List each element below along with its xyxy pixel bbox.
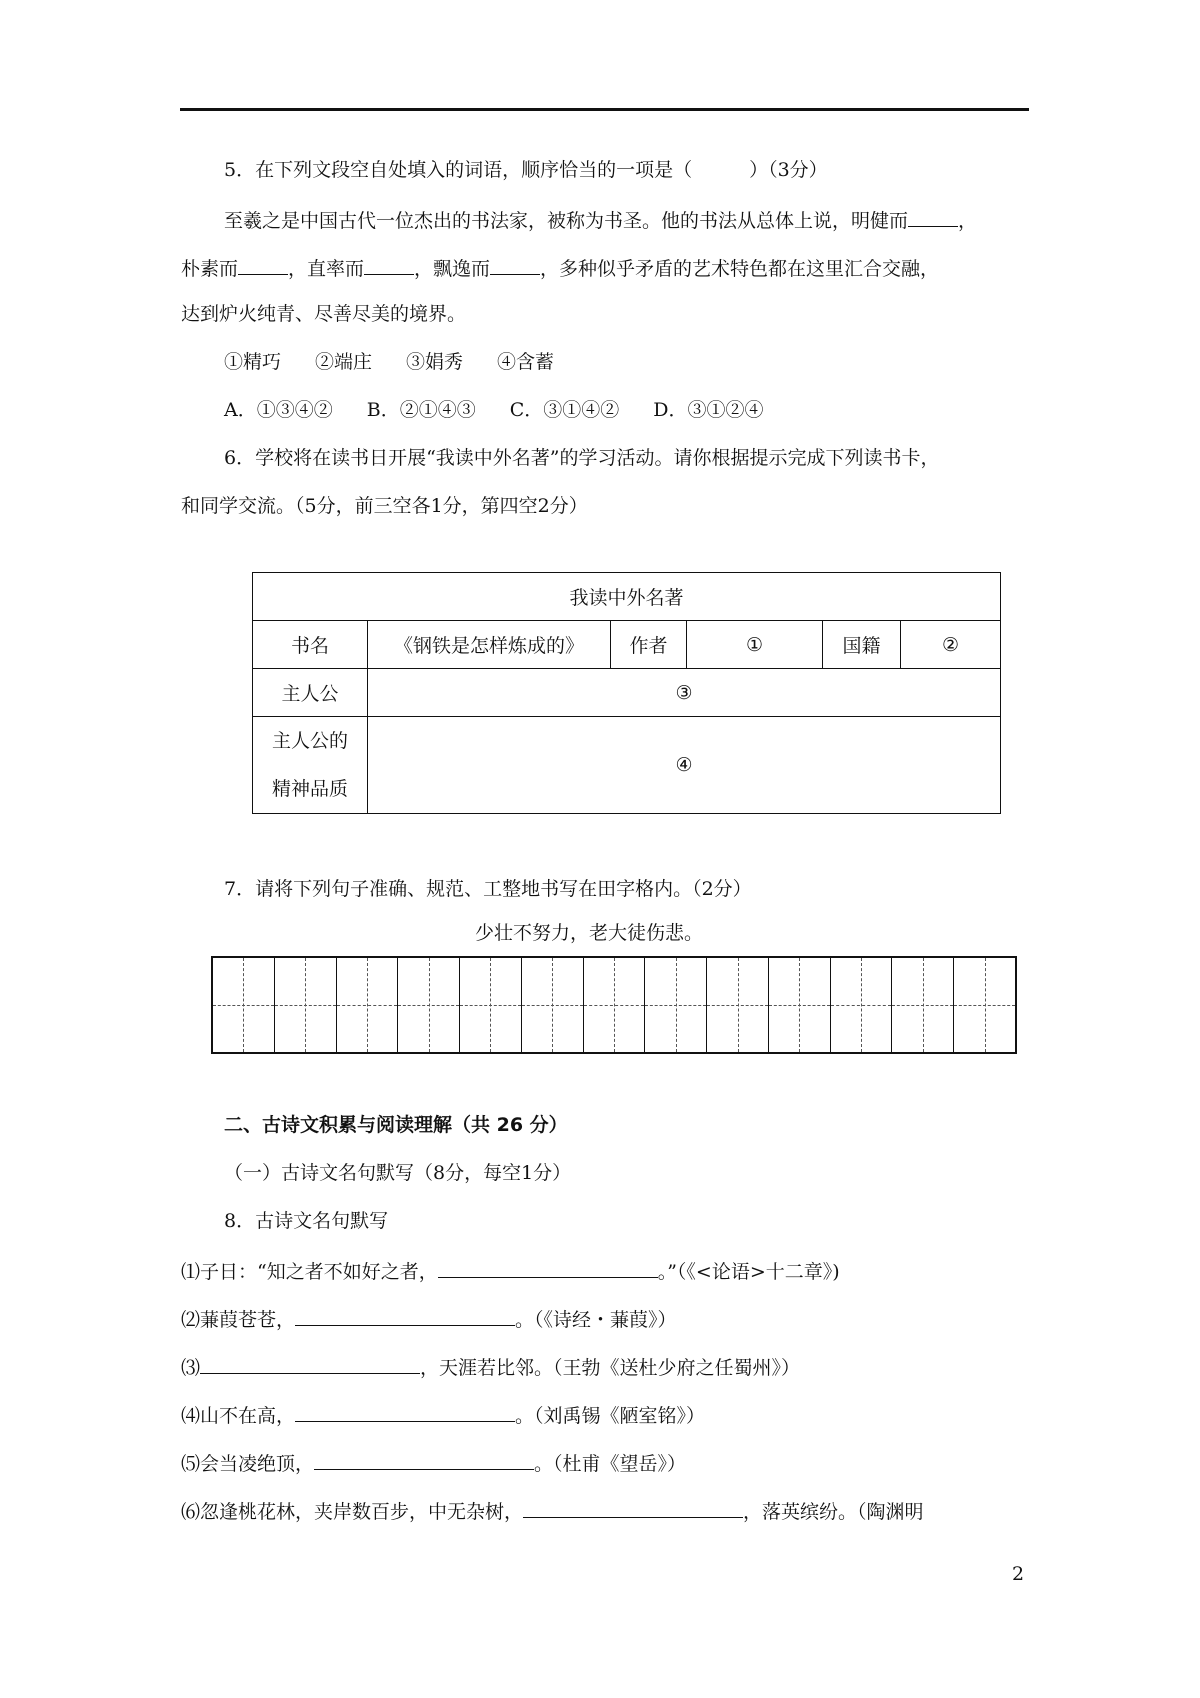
- tianzige-cell[interactable]: [954, 958, 1015, 1052]
- tianzige-cell[interactable]: [398, 958, 460, 1052]
- author-label: 作者: [611, 621, 687, 669]
- card-title: 我读中外名著: [253, 573, 1001, 621]
- q8-item-3: [181, 1353, 800, 1380]
- q8-item-1-post: 。”（《<论语>十二章》): [657, 1261, 840, 1283]
- q5-blank-2: [238, 254, 288, 275]
- tianzige-cell[interactable]: [213, 958, 275, 1052]
- q5-line1-text: 至羲之是中国古代一位杰出的书法家，被称为书圣。他的书法从总体上说，明健而: [224, 210, 909, 232]
- q8-blank-1: [438, 1257, 658, 1278]
- q8-blank-6: [523, 1497, 743, 1518]
- q8-item-5: [181, 1449, 686, 1476]
- nationality-label: 国籍: [823, 621, 901, 669]
- q5-word-4: ④含蓄: [497, 351, 555, 373]
- q5-option-d: D．③①②④: [653, 399, 764, 421]
- header-rule: [180, 108, 1029, 111]
- q5-option-a: A．①③④②: [224, 399, 333, 421]
- q5-word-3: ③娟秀: [406, 351, 464, 373]
- q5-line2-a: 朴素而: [181, 258, 239, 280]
- q7-stem: 7．请将下列句子准确、规范、工整地书写在田字格内。（2分）: [224, 878, 752, 900]
- book-label: 书名: [253, 621, 368, 669]
- q8-item-2: [181, 1305, 677, 1332]
- tianzige-cell[interactable]: [337, 958, 399, 1052]
- q7-sentence: 少壮不努力，老大徒伤悲。: [475, 922, 704, 944]
- q8-item-2-post: 。（《诗经・蒹葭》）: [515, 1309, 677, 1331]
- q8-item-1-pre: ⑴子日：“知之者不如好之者，: [181, 1261, 438, 1283]
- q5-stem: 5．在下列文段空自处填入的词语，顺序恰当的一项是（ ）（3分）: [224, 159, 828, 181]
- q5-passage-line3: 达到炉火纯青、尽善尽美的境界。: [181, 303, 467, 325]
- tianzige-grid: [211, 956, 1017, 1054]
- book-title: 《钢铁是怎样炼成的》: [368, 621, 611, 669]
- q8-item-6: [181, 1497, 924, 1524]
- tianzige-cell[interactable]: [460, 958, 522, 1052]
- tianzige-cell[interactable]: [522, 958, 584, 1052]
- q8-item-4-post: 。（刘禹锡《陋室铭》）: [515, 1405, 706, 1427]
- q5-word-2: ②端庄: [315, 351, 373, 373]
- quality-label-line1: 主人公的: [271, 730, 348, 752]
- tianzige-cell[interactable]: [707, 958, 769, 1052]
- q6-stem-line2: 和同学交流。（5分，前三空各1分，第四空2分）: [181, 495, 588, 517]
- q5-blank-3: [364, 254, 414, 275]
- q5-blank-4: [490, 254, 540, 275]
- q8-item-5-post: 。（杜甫《望岳》）: [534, 1453, 687, 1475]
- q8-item-5-pre: ⑸会当凌绝顶，: [181, 1453, 315, 1475]
- q8-item-2-pre: ⑵蒹葭苍苍，: [181, 1309, 296, 1331]
- quality-blank: ④: [368, 717, 1001, 814]
- q8-item-3-post: ，天涯若比邻。（王勃《送杜少府之任蜀州》）: [420, 1357, 801, 1379]
- reading-card-table: [252, 572, 1001, 814]
- tianzige-cell[interactable]: [275, 958, 337, 1052]
- nationality-blank: ②: [901, 621, 1001, 669]
- q5-word-list: [224, 350, 554, 374]
- tianzige-cell[interactable]: [892, 958, 954, 1052]
- page-number: 2: [1012, 1563, 1025, 1585]
- q5-blank-1: [908, 206, 958, 227]
- q5-passage-line1: [224, 206, 977, 233]
- q8-stem: 8．古诗文名句默写: [224, 1210, 389, 1232]
- q5-word-1: ①精巧: [224, 351, 282, 373]
- q5-line2-d: ，多种似乎矛盾的艺术特色都在这里汇合交融，: [540, 258, 940, 280]
- author-blank: ①: [687, 621, 823, 669]
- tianzige-cell[interactable]: [584, 958, 646, 1052]
- q8-blank-5: [314, 1449, 534, 1470]
- q5-options: [224, 398, 763, 422]
- hero-label: 主人公: [253, 669, 368, 717]
- q8-item-6-post: ，落英缤纷。（陶渊明: [743, 1501, 924, 1523]
- q5-line2-b: ，直率而: [288, 258, 365, 280]
- q5-option-b: B．②①④③: [366, 399, 476, 421]
- quality-label-line2: 精神品质: [271, 778, 348, 800]
- section2-title: 二、古诗文积累与阅读理解（共 26 分）: [224, 1114, 568, 1136]
- q8-item-1: [181, 1257, 840, 1284]
- q8-blank-2: [295, 1305, 515, 1326]
- q5-option-c: C．③①④②: [509, 399, 620, 421]
- tianzige-cell[interactable]: [831, 958, 893, 1052]
- q5-line2-c: ，飘逸而: [414, 258, 491, 280]
- q8-item-6-pre: ⑹忽逢桃花林，夹岸数百步，中无杂树，: [181, 1501, 524, 1523]
- q5-passage-line2: [181, 254, 939, 281]
- q8-item-4-pre: ⑷山不在高，: [181, 1405, 296, 1427]
- tianzige-cell[interactable]: [769, 958, 831, 1052]
- quality-label: [253, 717, 368, 814]
- q8-item-4: [181, 1401, 705, 1428]
- tianzige-cell[interactable]: [645, 958, 707, 1052]
- q5-line1-end: ，: [958, 210, 978, 232]
- q8-blank-4: [295, 1401, 515, 1422]
- q8-item-3-pre: ⑶: [181, 1357, 201, 1379]
- q6-stem-line1: 6．学校将在读书日开展“我读中外名著”的学习活动。请你根据提示完成下列读书卡，: [224, 447, 940, 469]
- hero-blank: ③: [368, 669, 1001, 717]
- section2-subtitle: （一）古诗文名句默写（8分，每空1分）: [224, 1162, 572, 1184]
- q8-blank-3: [200, 1353, 420, 1374]
